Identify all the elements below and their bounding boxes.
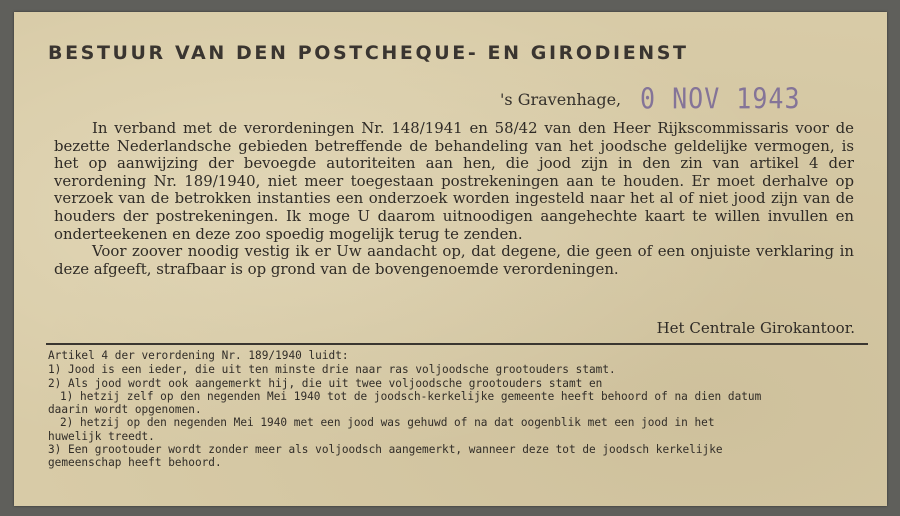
date-stamp: 0 NOV 1943	[640, 82, 801, 116]
footnote-heading: Artikel 4 der verordening Nr. 189/1940 luidt:	[48, 349, 349, 362]
footnote-item-2: 2) Als jood wordt ook aangemerkt hij, die uit twee voljoodsche grootouders stamt en	[48, 376, 603, 390]
letter-paragraph-1: In verband met de verordeningen Nr. 148/1941 en 58/42 van den Heer Rijkscommissaris voor de bezette Nederlandsche gebieden betreffende de behandeling van het joodsche geldelijke vermogen, is het op aanwijzing der bevoegde autoriteiten aan hen, die jood zijn in den zin van artikel 4 der verordening Nr. 189/1940, niet meer toegestaan postrekeningen aan te houden. Er moet derhalve op verzoek van de betrokken instanties een onderzoek worden ingesteld naar het al of niet jood zijn van de houders der postrekeningen. Ik moge U daarom uitnoodigen aangehechte kaart te willen invullen en onderteekenen en deze zoo spoedig mogelijk terug te zenden.	[54, 119, 854, 243]
signature: Het Centrale Girokantoor.	[656, 319, 855, 337]
footnote-item-2-1-cont: daarin wordt opgenomen.	[48, 403, 202, 417]
letter-body	[54, 120, 854, 278]
letter-paragraph-2: Voor zoover noodig vestig ik er Uw aandacht op, dat degene, die geen of een onjuiste verklaring in deze afgeeft, strafbaar is op grond van de bovengenoemde verordeningen.	[54, 242, 854, 278]
divider-rule	[46, 343, 868, 345]
footnote-article-4	[48, 349, 870, 470]
footnote-item-3: 3) Een grootouder wordt zonder meer als voljoodsch aangemerkt, wanneer deze tot de joodsch kerkelijke	[48, 443, 723, 457]
footnote-item-2-2-cont: huwelijk treedt.	[48, 429, 155, 443]
letterhead-title: BESTUUR VAN DEN POSTCHEQUE- EN GIRODIENST	[48, 42, 689, 64]
document-card	[14, 12, 887, 506]
place-of-issue: 's Gravenhage,	[500, 90, 622, 109]
footnote-item-1: 1) Jood is een ieder, die uit ten minste drie naar ras voljoodsche grootouders stamt.	[48, 363, 616, 377]
footnote-item-3-cont: gemeenschap heeft behoord.	[48, 456, 222, 470]
footnote-item-2-1: 1) hetzij zelf op den negenden Mei 1940 tot de joodsch-kerkelijke gemeente heeft behoord of na dien datum	[60, 389, 762, 403]
footnote-item-2-2: 2) hetzij op den negenden Mei 1940 met een jood was gehuwd of na dat oogenblik met een jood in het	[60, 416, 715, 430]
